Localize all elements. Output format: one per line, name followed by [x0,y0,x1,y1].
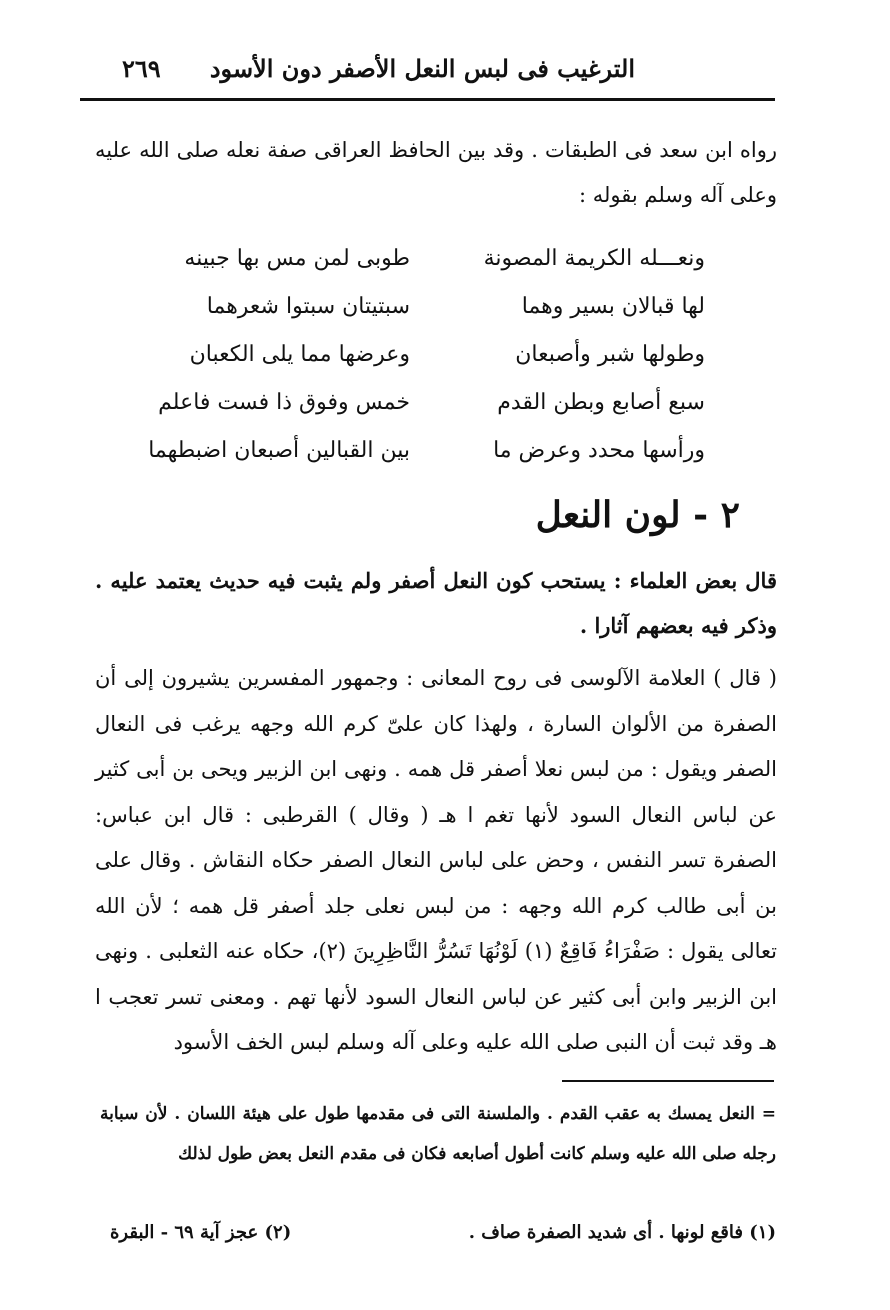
header-divider [80,98,775,101]
verse-first-half: ورأسها محدد وعرض ما [493,438,705,463]
verse-second-half: خمس وفوق ذا فست فاعلم [158,390,410,415]
verse-second-half: وعرضها مما يلى الكعبان [189,342,410,367]
verse-first-half: لها قبالان بسير وهما [521,294,705,319]
poem-verse [160,288,705,336]
verse-first-half: وطولها شبر وأصبعان [515,342,705,367]
verse-first-half: سبع أصابع وبطن القدم [497,390,705,415]
body-paragraph-1: قال بعض العلماء : يستحب كون النعل أصفر ولم يثبت فيه حديث يعتمد عليه . وذكر فيه بعضهم آثارا . [95,568,777,638]
verse-second-half: سبتيتان سبتوا شعرهما [206,294,410,319]
poem [148,240,705,480]
intro-paragraph: رواه ابن سعد فى الطبقات . وقد بين الحافظ العراقى صفة نعله صلى الله عليه وعلى آله وسلم بقوله : [95,138,777,207]
footnote-2: (٢) عجز آية ٦٩ - البقرة [110,1222,292,1243]
footnotes [110,1218,776,1258]
verse-first-half: ونعـــله الكريمة المصونة [483,246,705,271]
poem-verse [160,336,705,384]
section-heading: ٢ - لون النعل [535,494,740,536]
running-title: الترغيب فى لبس النعل الأصفر دون الأسود [209,54,635,83]
poem-verse [148,432,705,480]
page-number: ٢٦٩ [122,54,161,83]
verse-second-half: بين القبالين أصبعان اضبطهما [148,438,410,463]
footnote-1: (١) فاقع لونها . أى شديد الصفرة صاف . [468,1222,776,1243]
footnote-continuation: = النعل يمسك به عقب القدم . والملسنة التى فى مقدمها طول على هيئة اللسان . لأن سبابة رجله صلى الله عليه وسلم كانت أطول أصابعه فكان فى مقدم النعل بعض طول لذلك [100,1104,776,1164]
poem-verse [160,240,705,288]
body-paragraph-2: ( قال ) العلامة الآلوسى فى روح المعانى : وجمهور المفسرين يشيرون إلى أن الصفرة من الألوان السارة ، ولهذا كان علىّ كرم الله وجهه يرغب فى النعال الصفر ويقول : من لبس نعلا أصفر قل همه . ونهى ابن الزبير ويحى بن أبى كثير عن لباس النعال السود لأنها تغم ا هـ ( وقال ) القرطبى : قال ابن عباس: الصفرة تسر النفس ، وحض على لباس النعال الصفر حكاه النقاش . وقال على بن أبى طالب كرم الله وجهه : من لبس نعلى جلد أصفر قل همه ؛ لأن الله تعالى يقول : صَفْرَاءُ فَاقِعٌ (١) لَوْنُهَا تَسُرُّ النَّاظِرِينَ (٢)، حكاه عنه الثعلبى . ونهى ابن الزبير وابن أبى كثير عن لباس النعال السود لأنها تهم . ومعنى تسر تعجب ا هـ وقد ثبت أن النبى صلى الله عليه وعلى آله وسلم لبس الخف الأسود [95,666,777,1054]
poem-verse [160,384,705,432]
running-header [80,52,775,92]
footnote-divider [562,1080,774,1082]
verse-second-half: طوبى لمن مس بها جبينه [184,246,410,271]
